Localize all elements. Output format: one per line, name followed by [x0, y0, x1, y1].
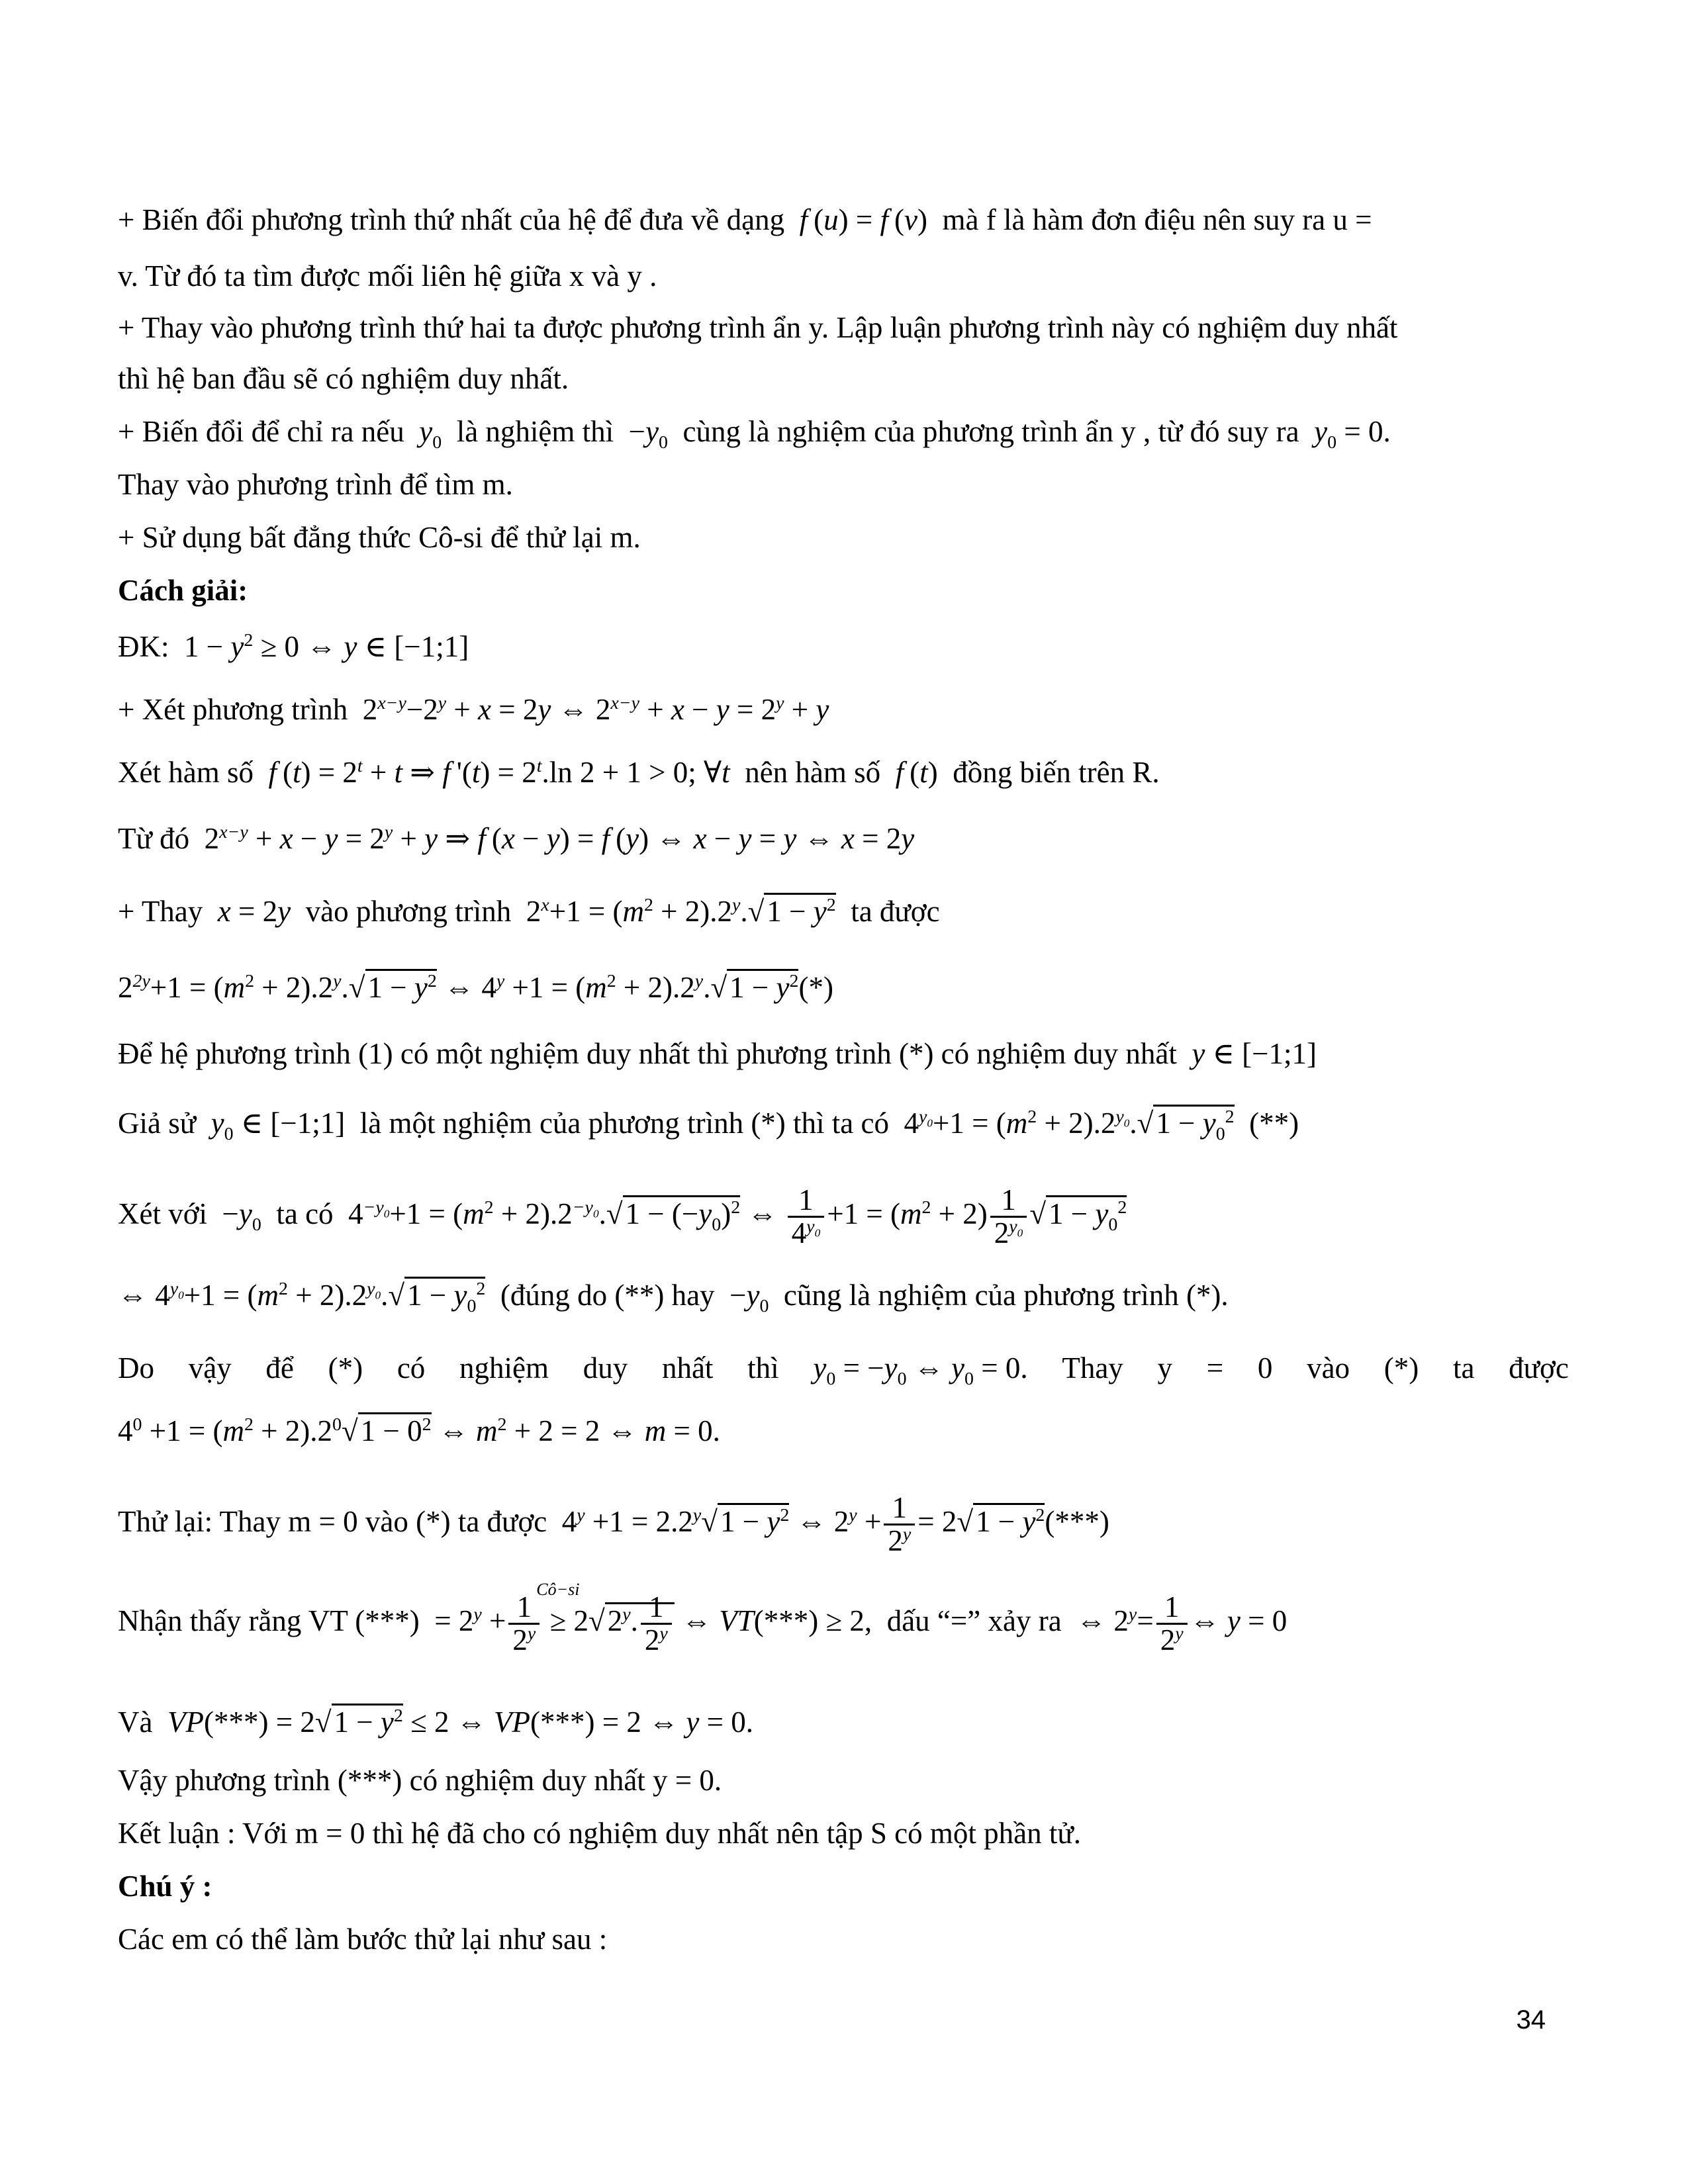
- text-line-note: Các em có thể làm bước thử lại như sau :: [118, 1923, 608, 1956]
- math-star-equation: $2^{2y}+1 = (m^2 + 2).2^y.√1 - y^2$ ⇔ $4^y +1 = (m^2 + 2).2^y.√1 - y^2(*)$: [118, 971, 833, 1004]
- text-line-unique-condition: Để hệ phương trình (1) có một nghiệm duy nhất thì phương trình (*) có nghiệm duy nhất y ∈ [−1;1]: [118, 1037, 1317, 1070]
- text-line-2: v. Từ đó ta tìm được mối liên hệ giữa x và y .: [118, 259, 657, 293]
- text-line-conclusion: Kết luận : Với m = 0 thì hệ đã cho có nghiệm duy nhất nên tập S có một phần tử.: [118, 1817, 1081, 1850]
- math-function-derivative: f $(t) = 2^t + t$ ⇒ f '$(t) = 2^t.\ln$ 2 + 1 > 0; ∀t: [261, 756, 737, 789]
- math-rhs: $VP(***) = 2√1 - y^2 \le 2$ ⇔ VP(***) = 2 ⇔ y = 0.: [160, 1704, 753, 1739]
- text-line-verify: Thử lại: Thay m = 0 vào (*) ta được $4^y +1 = 2.2^y√1 - y^2$ ⇔ 2$^y$ + $\frac{1}{2^y}$ = $2√1 - y^2(***)$: [118, 1491, 1109, 1558]
- text-line-1: + Biến đổi phương trình thứ nhất của hệ để đưa về dạng f (u) = f (v) mà f là hàm đơn điệu nên suy ra u =: [118, 203, 1372, 236]
- math-lhs-amgm: = $2^y$ + $\frac{1}{2^y}$ Cô−si ≥ 2√2$^y$. $\frac{1}{2^y}$ ⇔ VT(***) ≥ 2,: [434, 1580, 872, 1657]
- text-line-4: thì hệ ban đầu sẽ có nghiệm duy nhất.: [118, 362, 569, 395]
- math-m-eq-0: $4^0 +1 = (m^2 + 2).2^0√1 - 0^2$ ⇔ $m^2 + 2 = 2$ ⇔ m = 0.: [118, 1414, 720, 1447]
- text-line-6: Thay vào phương trình để tìm m.: [118, 468, 513, 501]
- page-number: 34: [1516, 2005, 1546, 2034]
- math-neg-y0-b: $-y_0$: [222, 1197, 261, 1236]
- math-neg-substitution: $4^{-y_0}+1 = (m^2 + 2).2^{-y_0}.√1 - (-y_0)^2$ ⇔ $\frac{1}{4^{y_0}}$ $+1 = (m^2 + 2)$ $\frac{1}{2^{y_0}}$ $√1 - y_0^2$: [348, 1183, 1127, 1250]
- math-y0: $y_0$: [412, 415, 442, 453]
- text-line-rhs: Và $VP(***) = 2√1 - y^2 \le 2$ ⇔ VP(***) = 2 ⇔ y = 0.: [118, 1707, 753, 1737]
- text-line-hence: Do vậy để (*) có nghiệm duy nhất thì $y_0 = -y_0$ ⇔ $y_0 = 0$. Thay y = 0 vào (*) ta được: [118, 1351, 1569, 1389]
- text-line-consider-neg: Xét với $-y_0$ ta có $4^{-y_0}+1 = (m^2 + 2).2^{-y_0}.√1 - (-y_0)^2$ ⇔ $\frac{1}{4^{y_0}}$ $+1 = (m^2 + 2)$ $\frac{1}{2^{y_0}}$ $√1 - y_0^2$: [118, 1183, 1127, 1250]
- text-line-therefore: Từ đó $2^{x-y} + x - y = 2^y + y$ ⇒ f (x − y) = f (y) ⇔ x − y = y ⇔ x = 2y: [118, 822, 915, 855]
- text-line-7: + Sử dụng bất đẳng thức Cô-si để thử lại m.: [118, 521, 641, 554]
- amgm-symbol: Cô−si ≥: [536, 1580, 580, 1638]
- heading-solution: Cách giải:: [118, 574, 248, 607]
- math-x-eq-2y: $2^{x-y} + x - y = 2^y + y$ ⇒ f (x − y) = f (y) ⇔ x − y = y ⇔ x = 2y: [204, 822, 915, 855]
- math-y0-zero: $y_0 = -y_0$ ⇔ $y_0 = 0$.: [813, 1351, 1028, 1389]
- math-y-interval: y ∈ [−1;1]: [1184, 1037, 1317, 1070]
- math-line-star: [118, 973, 833, 1003]
- text-line-condition: ĐK: $1 - y^2 \ge 0$ ⇔ y ∈ [−1;1]: [118, 630, 469, 663]
- math-neg-y0: $-y_0$: [628, 415, 668, 453]
- text-line-consider-equation: + Xét phương trình $2^{x-y}-2^y + x = 2y$ ⇔ $2^{x-y} + x - y = 2^y + y$: [118, 693, 829, 726]
- text-line-equivalent: ⇔ $4^{y_0}+1 = (m^2 + 2).2^{y_0}.√1 - y_0^2$ (đúng do (**) hay $-y_0$ cũng là nghiệm của phương trình (*).: [118, 1281, 1229, 1310]
- math-fu-fv: f (u) = f (v): [792, 203, 928, 236]
- math-double-star: $4^{y_0}+1 = (m^2 + 2).2^{y_0}.√1 - y_0^2$ (**): [896, 1107, 1299, 1140]
- math-condition: $1 - y^2 \ge 0$ ⇔ y ∈ [−1;1]: [184, 630, 469, 663]
- math-ft: f (t): [888, 756, 938, 789]
- math-equivalent-double-star: ⇔ $4^{y_0}+1 = (m^2 + 2).2^{y_0}.√1 - y_0^2$: [118, 1279, 493, 1312]
- text-line-suppose: Giả sử $y_0$ ∈ [−1;1] là một nghiệm của phương trình (*) thì ta có $4^{y_0}+1 = (m^2 + 2).2^{y_0}.√1 - y_0^2$ (**): [118, 1109, 1299, 1138]
- math-equality-case: ⇔ $2^y=$ $\frac{1}{2^y}$ ⇔ y = 0: [1076, 1590, 1288, 1657]
- math-second-equation: $2^x+1 = (m^2 + 2).2^y.√1 - y^2$: [519, 895, 843, 928]
- math-triple-star: $4^y +1 = 2.2^y√1 - y^2$ ⇔ 2$^y$ + $\frac{1}{2^y}$ = $2√1 - y^2(***)$: [561, 1491, 1109, 1558]
- text-line-3: + Thay vào phương trình thứ hai ta được phương trình ẩn y. Lập luận phương trình này có nghiệm duy nhất: [118, 311, 1398, 344]
- text-line-unique: Vậy phương trình (***) có nghiệm duy nhất y = 0.: [118, 1764, 722, 1797]
- math-line-m-zero: [118, 1416, 720, 1446]
- heading-note: Chú ý :: [118, 1870, 212, 1903]
- math-first-equation: $2^{x-y}-2^y + x = 2y$ ⇔ $2^{x-y} + x - y = 2^y + y$: [362, 693, 829, 726]
- text-line-5: + Biến đổi để chỉ ra nếu $y_0$ là nghiệm thì $-y_0$ cùng là nghiệm của phương trình ẩn y , từ đó suy ra $y_0 = 0$.: [118, 415, 1391, 453]
- math-y0-interval: $y_0$ ∈ [−1;1]: [203, 1107, 346, 1144]
- text-line-substitute: + Thay x = 2y vào phương trình $2^x+1 = (m^2 + 2).2^y.√1 - y^2$ ta được: [118, 897, 940, 927]
- math-y0-eq-0: $y_0 = 0$.: [1306, 415, 1391, 453]
- math-neg-y0-c: $-y_0$: [729, 1279, 769, 1316]
- text-line-lhs: Nhận thấy rằng VT (***) = $2^y$ + $\frac{1}{2^y}$ Cô−si ≥ 2√2$^y$. $\frac{1}{2^y}$ ⇔ VT(***) ≥ 2, dấu “=” xảy ra ⇔ $2^y=$ $\frac{1}{2^y}$ ⇔ y = 0: [118, 1580, 1288, 1657]
- text-line-function: Xét hàm số f $(t) = 2^t + t$ ⇒ f '$(t) = 2^t.\ln$ 2 + 1 > 0; ∀t nên hàm số f (t) đồng biến trên R.: [118, 756, 1160, 789]
- math-x-2y: x = 2y: [210, 895, 299, 928]
